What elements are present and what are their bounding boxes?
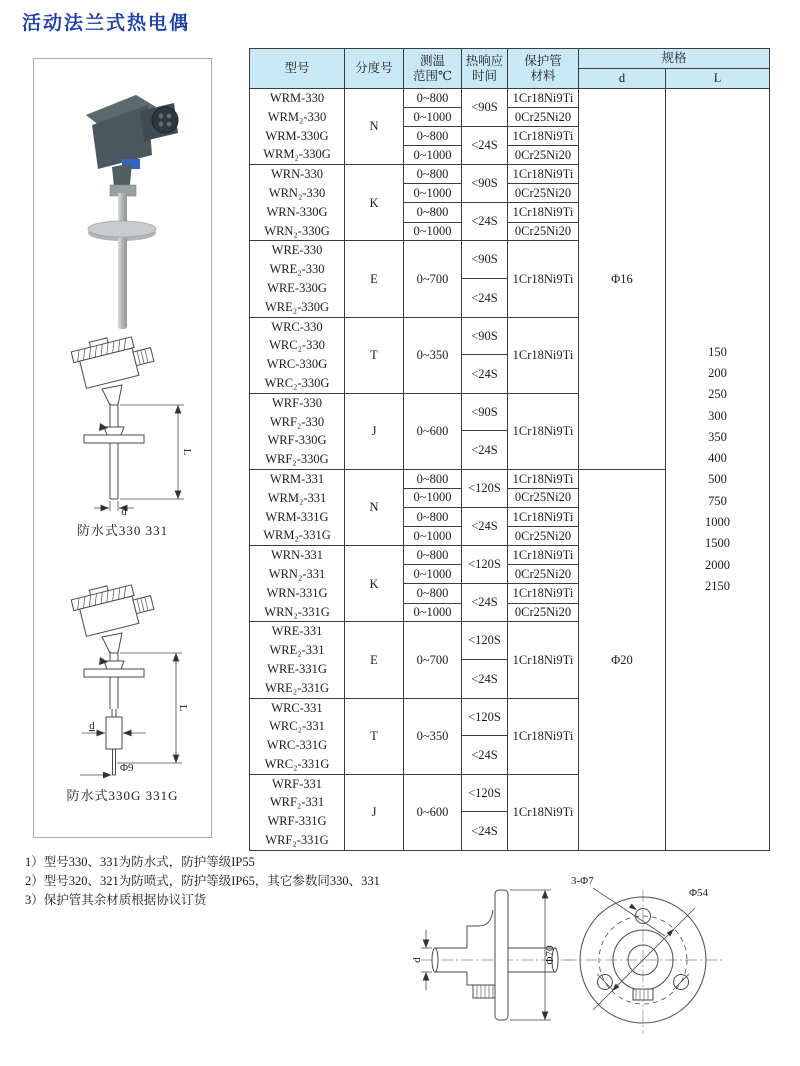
model-cell [250, 774, 345, 850]
time-cell: <24S [462, 126, 508, 165]
material-cell: 1Cr18Ni9Ti [508, 126, 579, 146]
material-cell: 1Cr18Ni9Ti [508, 698, 579, 774]
model-name: WRM-330G [265, 128, 329, 143]
header-l: L [666, 69, 770, 89]
material-cell: 1Cr18Ni9Ti [508, 241, 579, 317]
model-name: WRN₂-331 [268, 566, 326, 581]
material-cell: 1Cr18Ni9Ti [508, 165, 579, 184]
material-cell: 0Cr25Ni20 [508, 183, 579, 202]
graduation-cell: J [345, 774, 404, 850]
graduation-cell: K [345, 165, 404, 241]
model-name: WRN₂-330G [264, 223, 330, 238]
material-cell: 1Cr18Ni9Ti [508, 546, 579, 565]
range-cell: 0~800 [404, 546, 462, 565]
drawing-head [70, 576, 156, 638]
model-name: WRC-330G [266, 357, 328, 372]
material-cell: 1Cr18Ni9Ti [508, 622, 579, 698]
time-cell: <90S [462, 89, 508, 127]
time-cell: <24S [462, 736, 508, 775]
graduation-cell: E [345, 622, 404, 698]
model-name: WRN-331G [266, 585, 328, 600]
footnote-3: 3）保护管其余材质根据协议订货 [25, 893, 207, 907]
time-cell: <24S [462, 278, 508, 317]
time-cell: <24S [462, 812, 508, 851]
page-title: 活动法兰式热电偶 [22, 12, 191, 34]
range-cell: 0~800 [404, 126, 462, 146]
range-cell: 0~1000 [404, 146, 462, 165]
material-cell: 1Cr18Ni9Ti [508, 507, 579, 527]
time-cell: <24S [462, 507, 508, 546]
length-value: 750 [708, 493, 727, 508]
graduation-cell: T [345, 317, 404, 393]
model-name: WRF₂-330G [265, 452, 329, 467]
header-graduation: 分度号 [345, 49, 404, 89]
dim-label-phi54: Φ54 [689, 887, 709, 899]
model-name: WRF-331G [267, 814, 327, 829]
model-name: WRM₂-330G [263, 147, 331, 162]
length-value: 200 [708, 365, 727, 380]
range-cell: 0~1000 [404, 527, 462, 546]
flange-side-body [432, 890, 558, 1020]
product-image-panel [33, 58, 212, 838]
model-name: WRM₂-330 [267, 109, 327, 124]
spec-table [249, 48, 770, 851]
header-range-line1: 测温 [419, 54, 445, 69]
model-name: WRN-330G [266, 204, 328, 219]
model-name: WRE-331 [271, 624, 323, 639]
time-cell: <90S [462, 317, 508, 355]
range-cell: 0~350 [404, 698, 462, 774]
model-name: WRC₂-330G [264, 375, 330, 390]
header-material-line1: 保护管 [524, 54, 562, 69]
length-cell [666, 89, 770, 851]
graduation-cell: E [345, 241, 404, 317]
model-cell [250, 469, 345, 545]
model-name: WRM₂-331 [267, 490, 327, 505]
model-name: WRF₂-331G [265, 833, 329, 848]
model-name: WRE₂-331 [269, 643, 325, 658]
time-cell: <24S [462, 583, 508, 622]
time-cell: <90S [462, 393, 508, 431]
graduation-cell: K [345, 546, 404, 622]
model-name: WRF-330G [267, 433, 327, 448]
range-cell: 0~1000 [404, 183, 462, 202]
range-cell: 0~1000 [404, 603, 462, 622]
footnote-1: 1）型号330、331为防水式，防护等级IP55 [25, 855, 255, 869]
thermocouple-head-photo [86, 95, 178, 187]
drawing-label-330g: 防水式330G 331G [66, 788, 179, 803]
model-name: WRE-331G [267, 661, 327, 676]
range-cell: 0~800 [404, 507, 462, 527]
model-name: WRM-331G [265, 509, 329, 524]
model-cell [250, 241, 345, 317]
material-cell: 0Cr25Ni20 [508, 222, 579, 241]
range-cell: 0~800 [404, 202, 462, 222]
material-cell: 1Cr18Ni9Ti [508, 202, 579, 222]
graduation-cell: N [345, 89, 404, 165]
length-value: 1000 [705, 515, 730, 530]
centerlines [565, 890, 725, 1034]
material-cell: 0Cr25Ni20 [508, 488, 579, 507]
length-value: 2000 [705, 557, 730, 572]
model-name: WRC-331G [266, 738, 328, 753]
material-cell: 1Cr18Ni9Ti [508, 774, 579, 850]
spec-row [250, 89, 770, 108]
material-cell: 1Cr18Ni9Ti [508, 393, 579, 469]
material-cell: 1Cr18Ni9Ti [508, 89, 579, 108]
time-cell: <90S [462, 165, 508, 203]
time-cell: <24S [462, 659, 508, 698]
model-name: WRC₂-331G [264, 756, 330, 771]
dimension-lines [94, 405, 184, 511]
time-cell: <120S [462, 698, 508, 736]
model-name: WRF-330 [272, 395, 322, 410]
range-cell: 0~700 [404, 622, 462, 698]
range-cell: 0~350 [404, 317, 462, 393]
range-cell: 0~1000 [404, 107, 462, 126]
material-cell: 0Cr25Ni20 [508, 527, 579, 546]
model-name: WRM₂-331G [263, 528, 331, 543]
material-cell: 0Cr25Ni20 [508, 564, 579, 583]
time-cell: <120S [462, 546, 508, 584]
model-name: WRF₂-330 [269, 414, 325, 429]
model-cell [250, 698, 345, 774]
dim-label-d: d [89, 720, 95, 732]
footnotes [25, 853, 380, 910]
model-cell [250, 546, 345, 622]
length-value: 150 [708, 344, 727, 359]
length-value: 400 [708, 451, 727, 466]
model-name: WRN₂-331G [264, 604, 330, 619]
length-value: 1500 [705, 536, 730, 551]
range-cell: 0~600 [404, 393, 462, 469]
range-cell: 0~800 [404, 89, 462, 108]
diameter-cell: Φ16 [579, 89, 666, 470]
spec-table-body [250, 89, 770, 851]
drawing-label-330: 防水式330 331 [76, 523, 169, 538]
material-cell: 1Cr18Ni9Ti [508, 317, 579, 393]
model-name: WRE₂-331G [264, 680, 330, 695]
dim-label-3phi7: 3-Φ7 [571, 875, 594, 887]
time-cell: <120S [462, 469, 508, 507]
outline-drawing-330g [34, 559, 213, 781]
header-d: d [579, 69, 666, 89]
header-material [508, 49, 579, 89]
time-cell: <120S [462, 622, 508, 660]
model-name: WRN-331 [270, 548, 324, 563]
header-model: 型号 [250, 49, 345, 89]
time-cell: <24S [462, 202, 508, 241]
dim-label-L: L [177, 704, 189, 712]
range-cell: 0~700 [404, 241, 462, 317]
model-name: WRF-331 [272, 776, 322, 791]
model-name: WRF₂-331 [269, 795, 325, 810]
range-cell: 0~1000 [404, 564, 462, 583]
header-response-time [462, 49, 508, 89]
model-cell [250, 393, 345, 469]
dim-label-d: d [411, 957, 423, 963]
length-value: 350 [708, 429, 727, 444]
time-cell: <24S [462, 431, 508, 470]
range-cell: 0~800 [404, 469, 462, 488]
material-cell: 1Cr18Ni9Ti [508, 583, 579, 603]
length-value: 250 [708, 387, 727, 402]
model-name: WRE₂-330 [269, 262, 325, 277]
time-cell: <90S [462, 241, 508, 279]
model-name: WRN-330 [270, 167, 324, 182]
material-cell: 0Cr25Ni20 [508, 107, 579, 126]
diameter-cell: Φ20 [579, 469, 666, 850]
dim-label-L: L [181, 448, 193, 456]
header-range-line2: 范围℃ [413, 68, 452, 83]
range-cell: 0~600 [404, 774, 462, 850]
length-value: 300 [708, 408, 727, 423]
model-name: WRE-330 [271, 243, 323, 258]
model-name: WRM-330 [269, 91, 325, 105]
header-spec: 规格 [579, 49, 770, 69]
range-cell: 0~800 [404, 165, 462, 184]
model-name: WRC₂-331 [269, 719, 325, 734]
time-cell: <24S [462, 355, 508, 394]
range-cell: 0~1000 [404, 222, 462, 241]
model-name: WRC-330 [271, 319, 323, 334]
model-name: WRM-331 [269, 471, 325, 486]
range-cell: 0~1000 [404, 488, 462, 507]
header-range [404, 49, 462, 89]
dim-label-d: d [121, 506, 127, 518]
model-cell [250, 622, 345, 698]
length-value: 500 [708, 472, 727, 487]
dimension-lines [421, 890, 551, 1020]
spec-table-header [250, 49, 770, 89]
length-value: 2150 [705, 578, 730, 593]
header-time-line2: 时间 [471, 68, 497, 83]
outline-drawing-330 [34, 339, 213, 517]
thermocouple-stem-photo [88, 185, 156, 329]
model-cell [250, 317, 345, 393]
model-name: WRE-330G [267, 280, 327, 295]
material-cell: 1Cr18Ni9Ti [508, 469, 579, 488]
drawing-head [70, 328, 156, 390]
model-cell [250, 165, 345, 241]
material-cell: 0Cr25Ni20 [508, 146, 579, 165]
header-material-line2: 材料 [530, 68, 556, 83]
graduation-cell: N [345, 469, 404, 545]
model-name: WRC-331 [271, 700, 323, 715]
dim-label-phi9: Φ9 [120, 762, 134, 774]
dim-label-phi70: Φ70 [544, 945, 556, 965]
material-cell: 0Cr25Ni20 [508, 603, 579, 622]
graduation-cell: J [345, 393, 404, 469]
product-photo [34, 67, 213, 335]
model-name: WRN₂-330 [268, 185, 326, 200]
model-name: WRC₂-330 [269, 338, 325, 353]
model-name: WRE₂-330G [264, 299, 330, 314]
time-cell: <120S [462, 774, 508, 812]
flange-front-view [553, 868, 790, 1060]
model-cell [250, 89, 345, 165]
footnote-2: 2）型号320、321为防喷式，防护等级IP65，其它参数同330、331 [25, 874, 380, 888]
header-time-line1: 热响应 [465, 54, 504, 69]
range-cell: 0~800 [404, 583, 462, 603]
graduation-cell: T [345, 698, 404, 774]
